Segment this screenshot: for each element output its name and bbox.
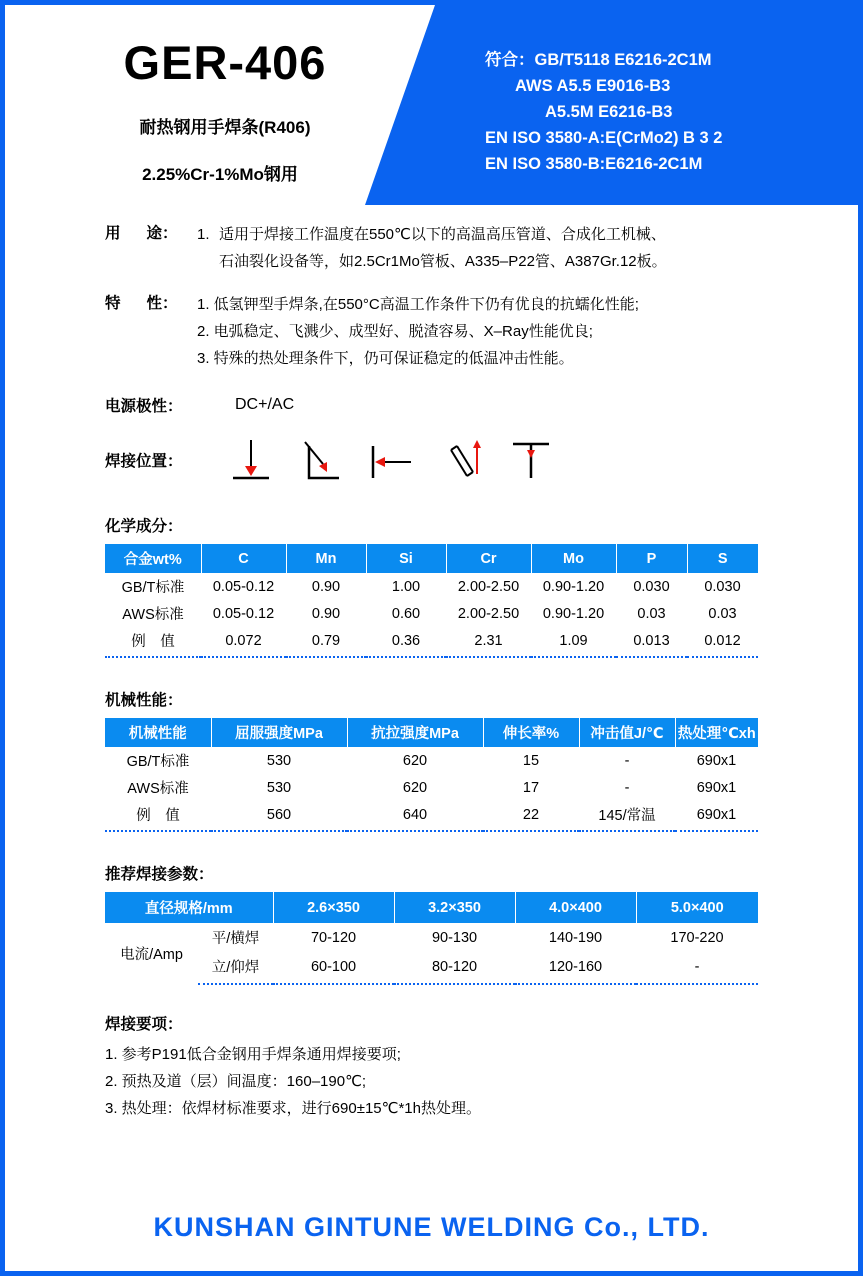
chemical-r1-c2: 0.90 [311, 605, 341, 622]
flat-weld-icon [227, 436, 275, 484]
parameters-r1-c2: 120-160 [515, 952, 636, 984]
mechanical-r2-c2: 640 [347, 801, 483, 831]
weld-position-label: 焊接位置： [105, 453, 183, 470]
notes-item-2: 3. 热处理：依焊材标准要求，进行690±15℃*1h热处理。 [105, 1100, 481, 1117]
notes-section [5, 1011, 858, 1122]
vertical-up-weld-icon [437, 436, 485, 484]
features-label-b: 性： [146, 295, 178, 312]
notes-item-1: 2. 预热及道（层）间温度：160–190℃; [105, 1073, 367, 1090]
mechanical-table [105, 718, 758, 832]
horizontal-weld-icon [367, 436, 415, 484]
mechanical-r1-c5: 690x1 [696, 779, 737, 796]
parameters-r1-c1: 80-120 [394, 952, 515, 984]
mechanical-r1-c0: AWS标准 [127, 781, 189, 797]
features-item-0: 1. 低氢钾型手焊条,在550°C高温工作条件下仍有优良的抗蠕化性能; [197, 296, 639, 313]
usage-label-a: 用 [105, 225, 121, 242]
parameters-r1-c3: - [636, 952, 758, 984]
table-row [105, 801, 758, 831]
parameters-r0-c0: 70-120 [310, 929, 357, 946]
standard-2: A5.5M E6216-B3 [545, 103, 673, 121]
table-row [105, 573, 758, 600]
chemical-r2-c2: 0.79 [286, 627, 366, 657]
parameters-r1-label: 立/仰焊 [198, 952, 273, 984]
standards-line-0 [485, 47, 722, 73]
chemical-col-4: Cr [446, 544, 531, 573]
content [5, 221, 858, 1122]
usage-body [197, 221, 858, 275]
mechanical-r2-c1: 560 [211, 801, 347, 831]
chemical-col-6: P [616, 544, 687, 573]
parameters-table [105, 892, 758, 985]
mechanical-r0-c1: 530 [266, 752, 292, 769]
parameters-r0-label: 平/横焊 [211, 931, 260, 947]
parameters-r1-c0: 60-100 [273, 952, 394, 984]
mechanical-r2-c5: 690x1 [675, 801, 758, 831]
chemical-r1-c7: 0.03 [708, 605, 737, 622]
parameters-col-0: 直径规格/mm [105, 892, 273, 923]
standard-3: EN ISO 3580-A:E(CrMo2) B 3 2 [485, 129, 723, 147]
chemical-r2-c3: 0.36 [366, 627, 446, 657]
chemical-header-row [105, 544, 758, 573]
chemical-r1-c0: AWS标准 [122, 607, 184, 623]
mechanical-col-3: 伸长率% [483, 718, 579, 747]
parameters-group-label: 电流/Amp [120, 947, 183, 963]
table-row [105, 627, 758, 657]
mechanical-col-4: 冲击值J/℃ [579, 718, 675, 747]
features-item-1: 2. 电弧稳定、飞溅少、成型好、脱渣容易、X–Ray性能优良; [197, 323, 593, 340]
chemical-col-3: Si [366, 544, 446, 573]
mechanical-r0-c3: 15 [522, 752, 540, 769]
chemical-r2-c1: 0.072 [201, 627, 286, 657]
mechanical-col-5: 热处理℃xh [675, 718, 758, 747]
mechanical-heading: 机械性能： [105, 692, 183, 709]
standard-1: AWS A5.5 E9016-B3 [515, 77, 671, 95]
chemical-r1-c3: 0.60 [391, 605, 421, 622]
chemical-r1-c1: 0.05-0.12 [212, 605, 275, 622]
mechanical-r1-c3: 17 [522, 779, 540, 796]
parameters-heading: 推荐焊接参数： [105, 866, 214, 883]
mechanical-r1-c1: 530 [266, 779, 292, 796]
usage-label [5, 221, 197, 243]
features-section [5, 291, 858, 372]
chemical-col-7: S [687, 544, 758, 573]
chemical-r0-c1: 0.05-0.12 [212, 578, 275, 595]
overhead-weld-icon [507, 436, 555, 484]
mechanical-col-1: 屈服强度MPa [211, 718, 347, 747]
header-left [5, 5, 475, 205]
usage-item-0 [197, 221, 858, 275]
chemical-r2-c5: 1.09 [531, 627, 616, 657]
mechanical-r0-c2: 620 [402, 752, 428, 769]
parameters-col-4: 5.0×400 [636, 892, 758, 923]
horizontal-fillet-icon [297, 436, 345, 484]
notes-item-0: 1. 参考P191低合金钢用手焊条通用焊接要项; [105, 1046, 401, 1063]
product-subtitle-1: 耐热钢用手焊条(R406) [139, 118, 311, 137]
chemical-col-2: Mn [286, 544, 366, 573]
mechanical-r0-c0: GB/T标准 [126, 754, 190, 770]
parameters-r0-c1: 90-130 [431, 929, 478, 946]
mechanical-table-wrap [5, 718, 858, 832]
chemical-r0-c2: 0.90 [311, 578, 341, 595]
table-row [105, 774, 758, 801]
chemical-r2-c7: 0.012 [687, 627, 758, 657]
standards-block [485, 47, 722, 177]
usage-item-0-line1: 适用于焊接工作温度在550℃以下的高温高压管道、合成化工机械、 [219, 226, 666, 243]
chemical-r0-c3: 1.00 [391, 578, 421, 595]
chemical-col-1: C [201, 544, 286, 573]
chemical-r2-c6: 0.013 [616, 627, 687, 657]
polarity-label: 电源极性： [105, 398, 183, 415]
mechanical-col-2: 抗拉强度MPa [347, 718, 483, 747]
mechanical-r2-c3: 22 [483, 801, 579, 831]
notes-heading: 焊接要项： [105, 1016, 183, 1033]
parameters-col-2: 3.2×350 [394, 892, 515, 923]
table-row [105, 923, 758, 952]
usage-label-b: 途： [146, 225, 178, 242]
features-label-a: 特 [105, 295, 121, 312]
mechanical-r1-c4: - [624, 779, 630, 796]
mechanical-r0-c5: 690x1 [696, 752, 737, 769]
chemical-r1-c6: 0.03 [637, 605, 666, 622]
features-label [5, 291, 197, 313]
weld-position-icons [205, 436, 555, 484]
usage-item-0-line2: 石油裂化设备等，如2.5Cr1Mo管板、A335–P22管、A387Gr.12板。 [219, 253, 667, 270]
parameters-col-1: 2.6×350 [273, 892, 394, 923]
standard-4: EN ISO 3580-B:E6216-2C1M [485, 155, 703, 173]
chemical-table-wrap [5, 544, 858, 658]
chemical-r1-c5: 0.90-1.20 [542, 605, 605, 622]
table-row [105, 747, 758, 774]
page-title: GER-406 [123, 36, 327, 89]
mechanical-r2-c0: 例 值 [105, 801, 211, 831]
mechanical-r0-c4: - [624, 752, 630, 769]
mechanical-col-0: 机械性能 [105, 718, 211, 747]
weld-position-section [5, 436, 858, 484]
mechanical-header-row [105, 718, 758, 747]
chemical-r0-c5: 0.90-1.20 [542, 578, 605, 595]
parameters-r0-c3: 170-220 [670, 929, 724, 946]
features-body [197, 291, 858, 372]
usage-section [5, 221, 858, 275]
mechanical-r2-c4: 145/常温 [579, 801, 675, 831]
polarity-section [5, 394, 858, 416]
parameters-r0-c2: 140-190 [548, 929, 603, 946]
chemical-r1-c4: 2.00-2.50 [457, 605, 520, 622]
mechanical-r1-c2: 620 [402, 779, 428, 796]
footer-company-name: KUNSHAN GINTUNE WELDING Co., LTD. [153, 1212, 710, 1242]
header [5, 5, 858, 205]
usage-item-0-num: 1. [197, 226, 210, 243]
chemical-r0-c0: GB/T标准 [121, 580, 185, 596]
chemical-r0-c6: 0.030 [633, 578, 670, 595]
chemical-r0-c4: 2.00-2.50 [457, 578, 520, 595]
parameters-table-wrap [5, 892, 858, 985]
chemical-r0-c7: 0.030 [704, 578, 741, 595]
standards-label: 符合： [485, 51, 535, 69]
chemical-r2-c0: 例 值 [105, 627, 201, 657]
polarity-value: DC+/AC [235, 396, 295, 413]
table-row [105, 952, 758, 984]
chemical-r2-c4: 2.31 [446, 627, 531, 657]
table-row [105, 600, 758, 627]
standard-0: GB/T5118 E6216-2C1M [534, 51, 712, 69]
chemical-col-5: Mo [531, 544, 616, 573]
product-subtitle-2: 2.25%Cr-1%Mo钢用 [142, 165, 298, 184]
parameters-col-3: 4.0×400 [515, 892, 636, 923]
parameters-header-row [105, 892, 758, 923]
chemical-col-0: 合金wt% [105, 544, 201, 573]
chemical-heading: 化学成分： [105, 518, 183, 535]
chemical-table [105, 544, 758, 658]
features-item-2: 3. 特殊的热处理条件下，仍可保证稳定的低温冲击性能。 [197, 350, 574, 367]
